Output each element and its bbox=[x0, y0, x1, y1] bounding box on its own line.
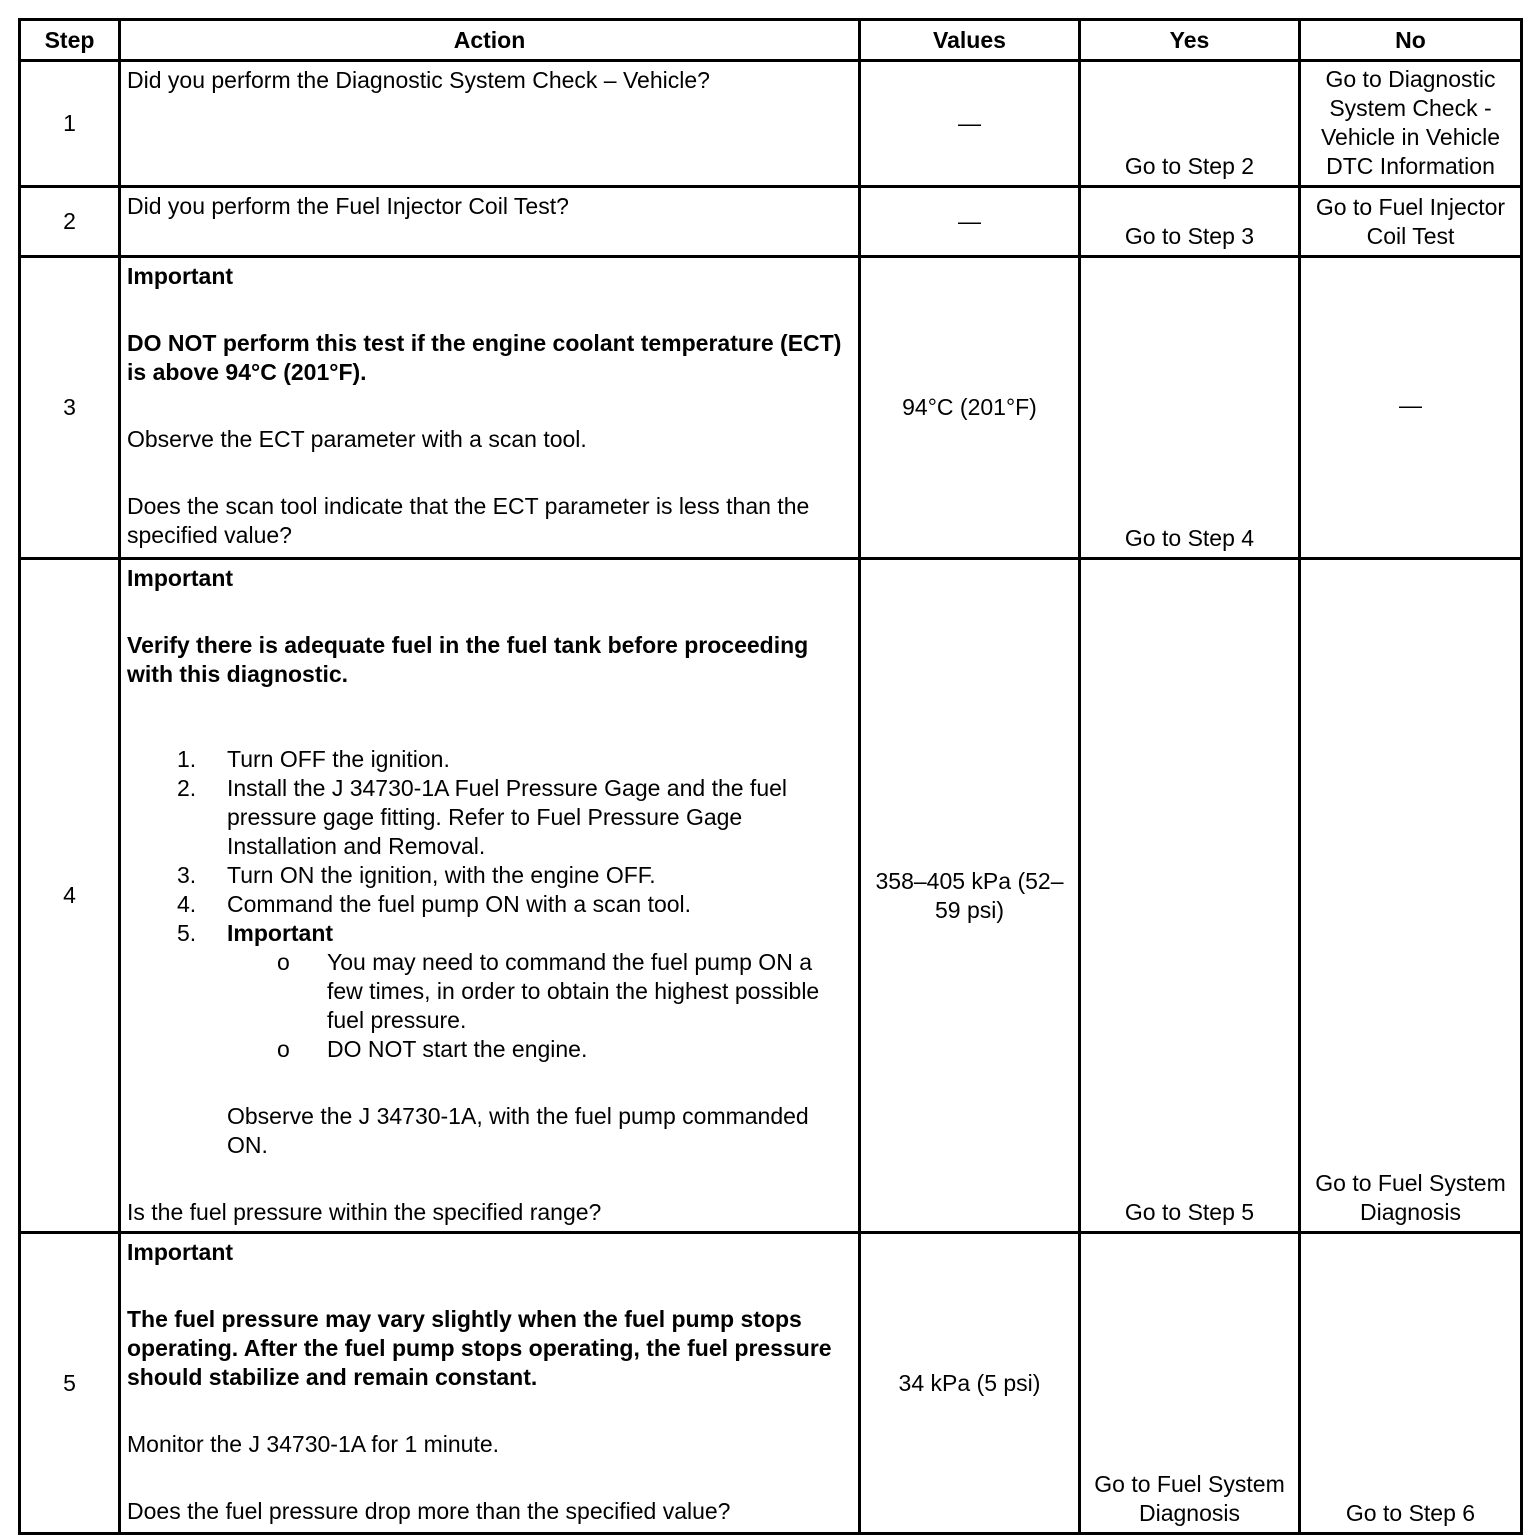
sub-bullet: o bbox=[277, 949, 290, 975]
list-item bbox=[127, 890, 852, 919]
list-item-number: 3. bbox=[177, 862, 197, 888]
list-item bbox=[127, 745, 852, 774]
action-question: Does the fuel pressure drop more than the specified value? bbox=[127, 1498, 731, 1524]
step-number: 3 bbox=[20, 257, 120, 559]
table-row-step-5 bbox=[20, 1233, 1522, 1534]
action-question: Did you perform the Diagnostic System Check – Vehicle? bbox=[127, 67, 710, 93]
sub-list-item-text: You may need to command the fuel pump ON a few times, in order to obtain the highest possible fuel pressure. bbox=[327, 949, 820, 1033]
values-cell: 94°C (201°F) bbox=[860, 257, 1080, 559]
yes-cell: Go to Fuel System Diagnosis bbox=[1080, 1233, 1300, 1534]
important-label: Important bbox=[127, 1239, 234, 1265]
step-number: 5 bbox=[20, 1233, 120, 1534]
no-cell: — bbox=[1300, 257, 1522, 559]
step-number: 2 bbox=[20, 187, 120, 257]
values-cell: 34 kPa (5 psi) bbox=[860, 1233, 1080, 1534]
list-item-text: Turn OFF the ignition. bbox=[227, 746, 450, 772]
procedure-list bbox=[127, 745, 852, 1064]
important-text: DO NOT perform this test if the engine coolant temperature (ECT) is above 94°C (201°F). bbox=[127, 330, 842, 385]
step-number: 1 bbox=[20, 61, 120, 187]
header-yes: Yes bbox=[1080, 20, 1300, 61]
list-item-text: Command the fuel pump ON with a scan tool. bbox=[227, 891, 692, 917]
list-item-number: 1. bbox=[177, 746, 197, 772]
yes-cell: Go to Step 4 bbox=[1080, 257, 1300, 559]
action-question: Does the scan tool indicate that the ECT parameter is less than the specified value? bbox=[127, 493, 810, 548]
action-question: Is the fuel pressure within the specified range? bbox=[127, 1199, 602, 1225]
yes-cell: Go to Step 2 bbox=[1080, 61, 1300, 187]
list-item-text: Install the J 34730-1A Fuel Pressure Gage and the fuel pressure gage fitting. Refer to Fuel Pressure Gage Installation and Removal. bbox=[227, 775, 788, 859]
list-item-number: 4. bbox=[177, 891, 197, 917]
step-number: 4 bbox=[20, 559, 120, 1233]
action-instruction: Monitor the J 34730-1A for 1 minute. bbox=[127, 1431, 500, 1457]
list-item bbox=[127, 774, 852, 861]
values-cell: 358–405 kPa (52–59 psi) bbox=[860, 559, 1080, 1233]
list-item-number: 5. bbox=[177, 920, 197, 946]
header-step: Step bbox=[20, 20, 120, 61]
important-text: The fuel pressure may vary slightly when the fuel pump stops operating. After the fuel pump stops operating, the fuel pressure should stabilize and remain constant. bbox=[127, 1306, 832, 1390]
header-row bbox=[20, 20, 1522, 61]
action-instruction: Observe the ECT parameter with a scan tool. bbox=[127, 426, 587, 452]
action-question: Did you perform the Fuel Injector Coil Test? bbox=[127, 193, 569, 219]
sub-list-item-text: DO NOT start the engine. bbox=[327, 1036, 588, 1062]
no-cell: Go to Fuel Injector Coil Test bbox=[1300, 187, 1522, 257]
header-no: No bbox=[1300, 20, 1522, 61]
values-cell: — bbox=[860, 61, 1080, 187]
important-text: Verify there is adequate fuel in the fuel tank before proceeding with this diagnostic. bbox=[127, 632, 809, 687]
diagnostic-table bbox=[18, 18, 1523, 1535]
sub-list-item bbox=[227, 1035, 852, 1064]
table-row-step-3 bbox=[20, 257, 1522, 559]
yes-cell: Go to Step 3 bbox=[1080, 187, 1300, 257]
header-action: Action bbox=[120, 20, 860, 61]
sub-list-item bbox=[227, 948, 852, 1035]
list-item-text: Turn ON the ignition, with the engine OFF. bbox=[227, 862, 656, 888]
no-cell: Go to Fuel System Diagnosis bbox=[1300, 559, 1522, 1233]
action-cell bbox=[120, 257, 860, 559]
table-row-step-1 bbox=[20, 61, 1522, 187]
list-item bbox=[127, 919, 852, 1064]
no-cell: Go to Step 6 bbox=[1300, 1233, 1522, 1534]
action-cell bbox=[120, 187, 860, 257]
observe-text: Observe the J 34730-1A, with the fuel pump commanded ON. bbox=[227, 1103, 809, 1158]
action-cell bbox=[120, 559, 860, 1233]
yes-cell: Go to Step 5 bbox=[1080, 559, 1300, 1233]
important-label: Important bbox=[127, 565, 234, 591]
important-label: Important bbox=[127, 263, 234, 289]
table-row-step-4 bbox=[20, 559, 1522, 1233]
header-values: Values bbox=[860, 20, 1080, 61]
list-item-text: Important bbox=[227, 920, 334, 946]
action-cell bbox=[120, 61, 860, 187]
list-item-number: 2. bbox=[177, 775, 197, 801]
values-cell: — bbox=[860, 187, 1080, 257]
no-cell: Go to Diagnostic System Check - Vehicle in Vehicle DTC Information bbox=[1300, 61, 1522, 187]
table-row-step-2 bbox=[20, 187, 1522, 257]
action-cell bbox=[120, 1233, 860, 1534]
sub-bullet: o bbox=[277, 1036, 290, 1062]
list-item bbox=[127, 861, 852, 890]
sub-list bbox=[127, 948, 852, 1064]
